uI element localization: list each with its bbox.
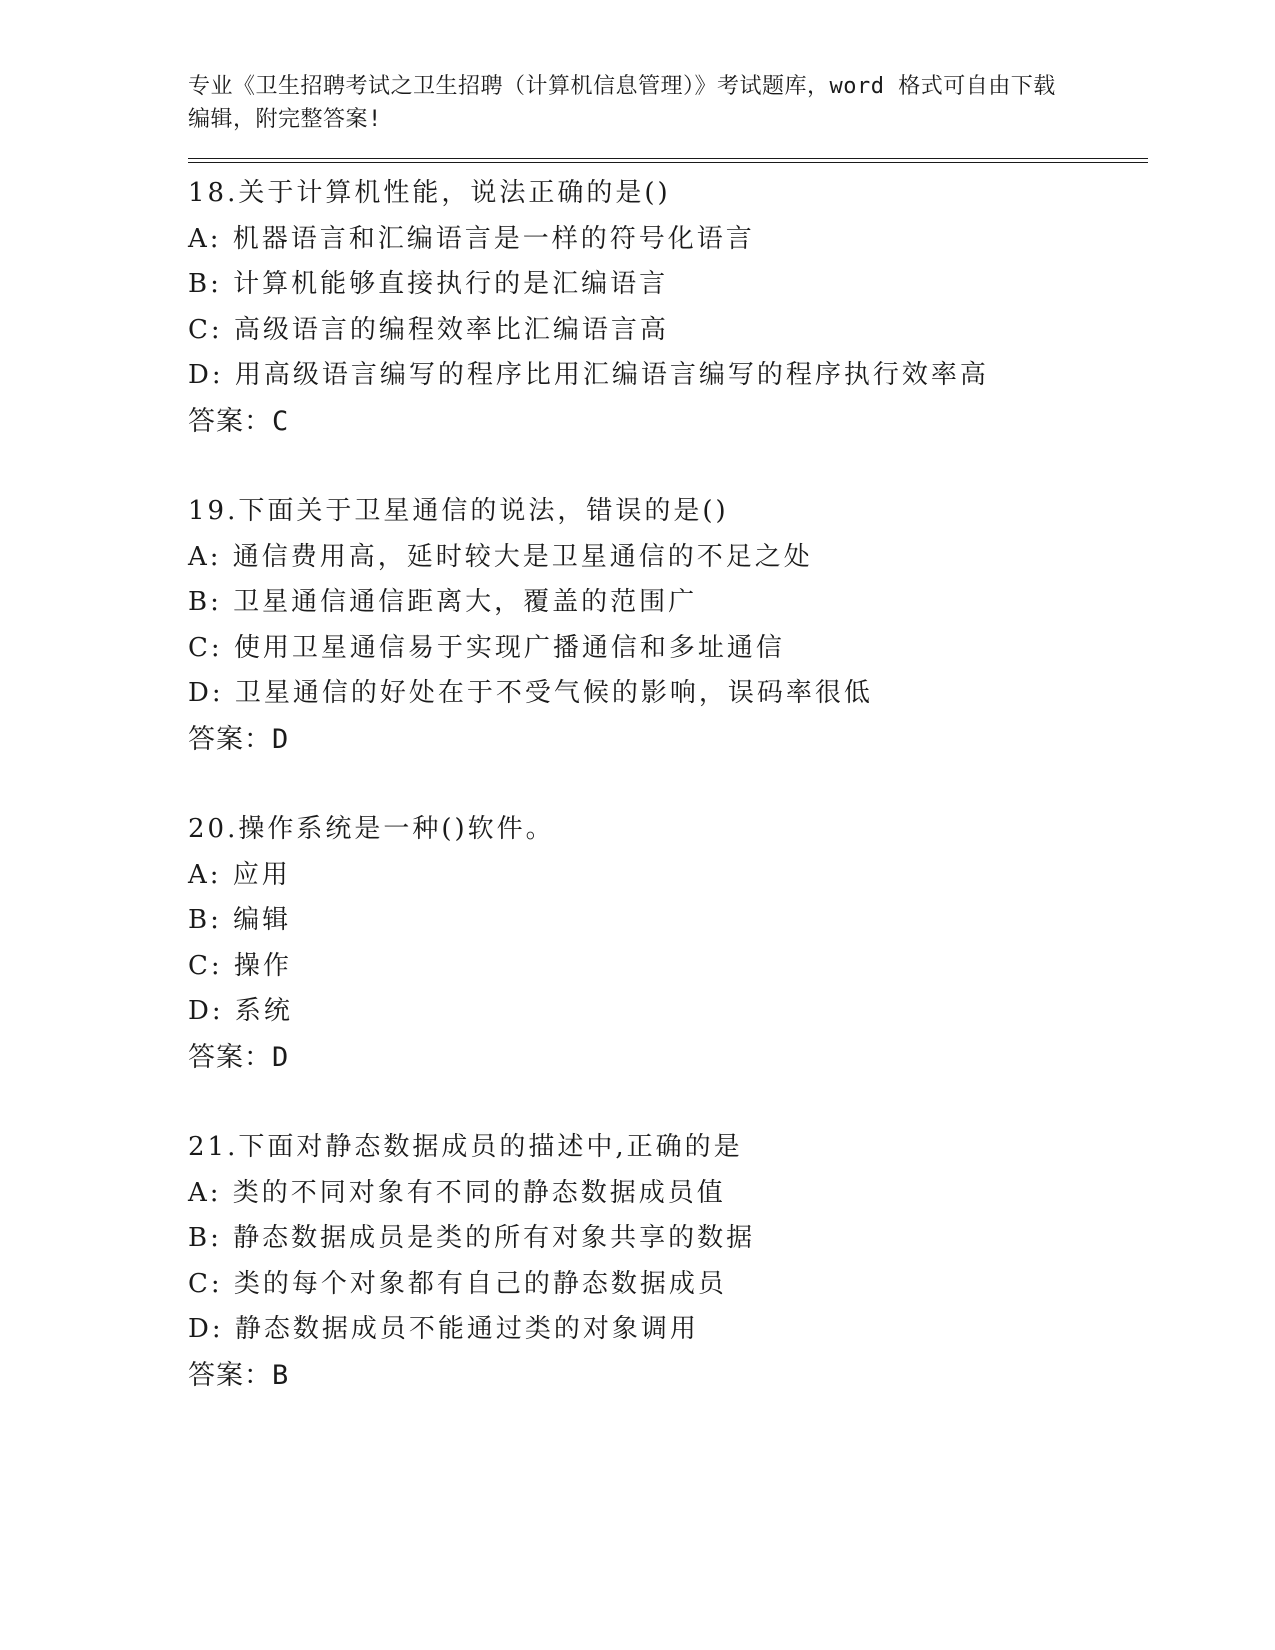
option-d: D: 用高级语言编写的程序比用汇编语言编写的程序执行效率高 [188,360,989,390]
option-a: A: 机器语言和汇编语言是一样的符号化语言 [188,223,755,254]
option-d: D: 卫星通信的好处在于不受气候的影响，误码率很低 [188,678,873,708]
option-a: A: 类的不同对象有不同的静态数据成员值 [188,1177,726,1208]
option-b: B: 编辑 [188,905,292,935]
question-stem: 19.下面关于卫星通信的说法，错误的是() [188,496,729,526]
question-20 [188,807,1148,1080]
option-b: B: 计算机能够直接执行的是汇编语言 [188,269,669,299]
question-stem: 18.关于计算机性能，说法正确的是() [188,178,671,208]
option-b: B: 静态数据成员是类的所有对象共享的数据 [188,1223,756,1253]
option-a: A: 通信费用高，延时较大是卫星通信的不足之处 [188,541,813,572]
question-stem: 20.操作系统是一种()软件。 [188,814,555,844]
option-a: A: 应用 [188,859,291,890]
option-c: C: 类的每个对象都有自己的静态数据成员 [188,1268,727,1299]
document-intro: 专业《卫生招聘考试之卫生招聘（计算机信息管理）》考试题库，word 格式可自由下载编辑，附完整答案! [188,74,1056,132]
option-c: C: 使用卫星通信易于实现广播通信和多址通信 [188,632,785,663]
question-list [188,171,1148,1398]
option-d: D: 系统 [188,996,293,1026]
answer-line: 答案：B [188,1359,290,1391]
option-d: D: 静态数据成员不能通过类的对象调用 [188,1314,699,1344]
document-page [188,70,1148,1443]
question-18 [188,171,1148,444]
option-c: C: 高级语言的编程效率比汇编语言高 [188,314,669,345]
header-divider [188,158,1148,163]
question-19 [188,489,1148,762]
answer-line: 答案：C [188,405,290,437]
question-stem: 21.下面对静态数据成员的描述中,正确的是 [188,1132,743,1162]
option-c: C: 操作 [188,950,292,981]
answer-line: 答案：D [188,1041,290,1073]
option-b: B: 卫星通信通信距离大，覆盖的范围广 [188,587,698,617]
question-21 [188,1125,1148,1398]
answer-line: 答案：D [188,723,290,755]
